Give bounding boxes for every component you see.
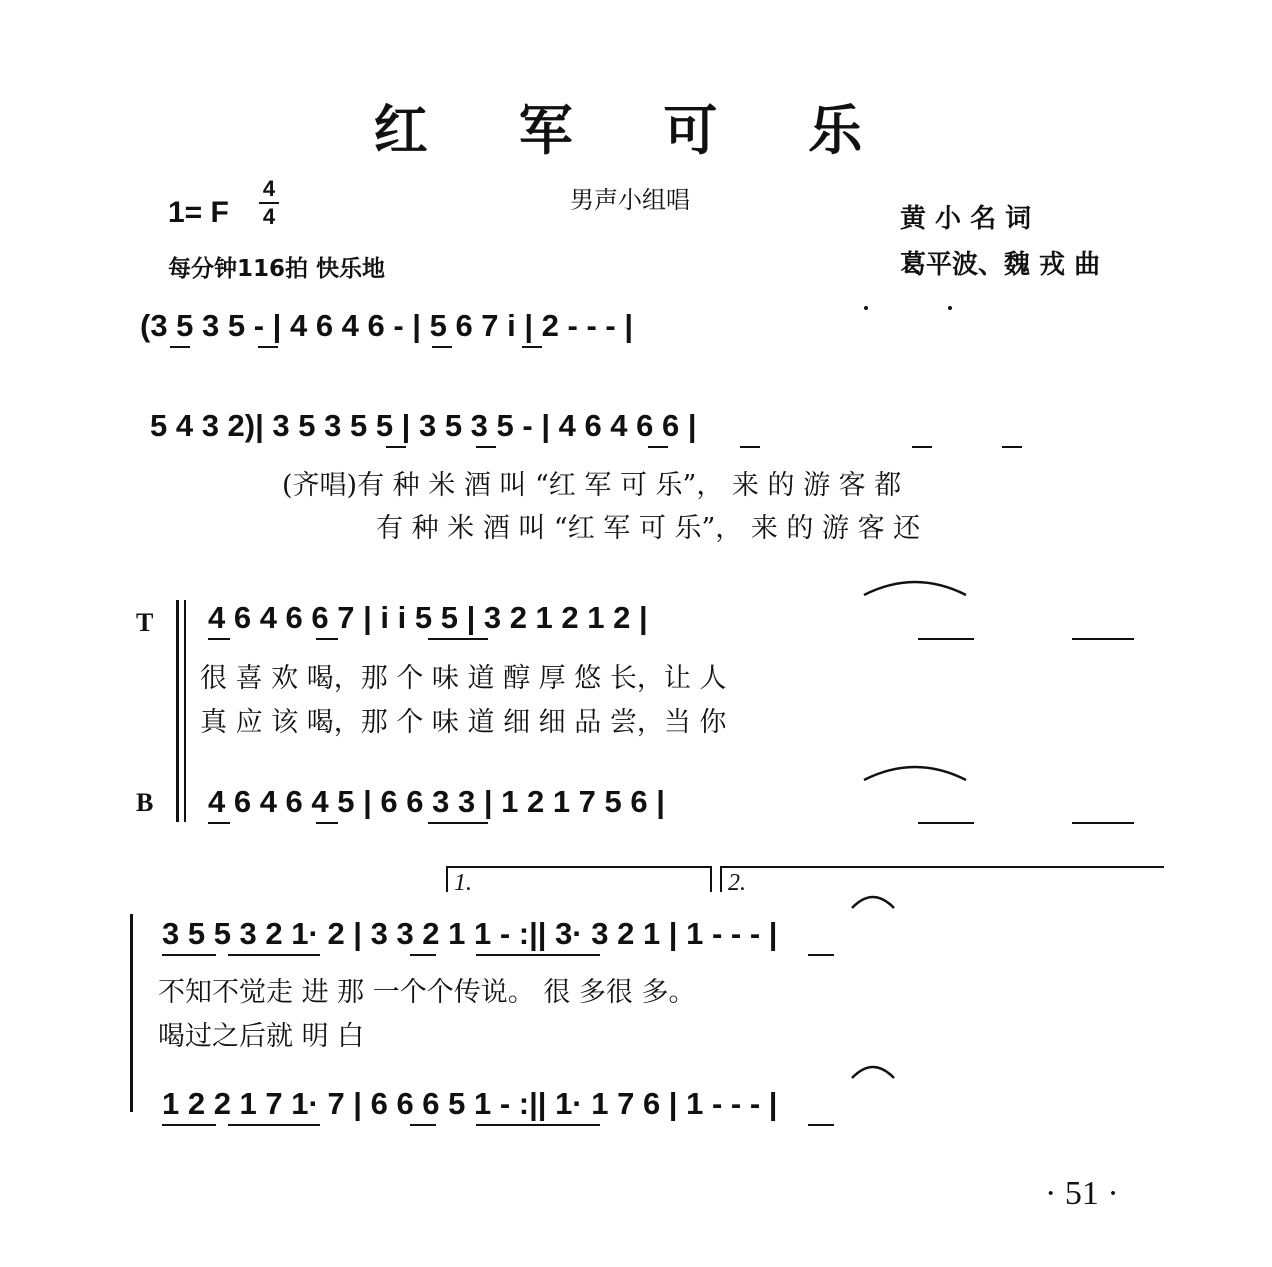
volta-bracket-2: [720, 866, 1164, 868]
page-number: · 51 ·: [1045, 1175, 1119, 1212]
part-brace: [176, 600, 179, 822]
tie-slur: [860, 760, 970, 784]
melody-line-2: 5 4 3 2)| 3 5 3 5 5 | 3 5 3 5 - | 4 6 4 6 6 |: [150, 408, 697, 443]
tempo-marking: 每分钟116拍 快乐地: [168, 256, 386, 282]
tenor-label: T: [136, 608, 154, 637]
volta-1-label: 1.: [454, 870, 472, 896]
tenor-melody-line-4: 3 5 5 3 2 1· 2 | 3 3 2 1 1 - :|| 3· 3 2 1 | 1 - - - |: [162, 916, 778, 951]
bass-melody: 4 6 4 6 4 5 | 6 6 3 3 | 1 2 1 7 5 6 |: [208, 784, 665, 819]
time-signature-bottom: 4: [262, 204, 276, 229]
time-signature: [258, 176, 280, 230]
lyrics-verse-1-line-4: 不知不觉走 进 那 一个个传说。 很 多很 多。: [158, 977, 696, 1008]
lyrics-verse-1-line-2: (齐唱)有 种 米 酒 叫 “红 军 可 乐”， 来 的 游 客 都: [282, 470, 902, 501]
lyrics-verse-2-line-4: 喝过之后就 明 白: [158, 1021, 365, 1052]
volta-bracket-1: [446, 866, 712, 868]
key-signature: 1= F: [168, 196, 229, 229]
lyrics-verse-1-line-3: 很 喜 欢 喝，那 个 味 道 醇 厚 悠 长，让 人: [200, 663, 727, 694]
composer-credit: 葛平波、魏 戎 曲: [900, 250, 1101, 280]
time-signature-top: 4: [262, 176, 276, 201]
lyrics-verse-2-line-2: 有 种 米 酒 叫 “红 军 可 乐”， 来 的 游 客 还: [376, 513, 921, 544]
lyricist-credit: 黄 小 名 词: [900, 204, 1032, 234]
tie-slur: [860, 575, 970, 599]
bass-melody-line-4: 1 2 2 1 7 1· 7 | 6 6 6 5 1 - :|| 1· 1 7 6 | 1 - - - |: [162, 1086, 778, 1121]
tenor-melody: 4 6 4 6 6 7 | i i 5 5 | 3 2 1 2 1 2 |: [208, 600, 648, 635]
song-title: 红 军 可 乐: [373, 98, 899, 162]
tie-slur: [848, 1060, 898, 1082]
lyrics-verse-2-line-3: 真 应 该 喝，那 个 味 道 细 细 品 尝，当 你: [200, 707, 727, 738]
tie-slur: [848, 890, 898, 912]
intro-notes-line-1: (3 5 3 5 - | 4 6 4 6 - | 5 6 7 i | 2 - - - |: [140, 308, 634, 343]
part-brace: [130, 914, 133, 1112]
performance-type: 男声小组唱: [570, 186, 690, 214]
bass-label: B: [136, 788, 154, 817]
volta-2-label: 2.: [728, 870, 746, 896]
